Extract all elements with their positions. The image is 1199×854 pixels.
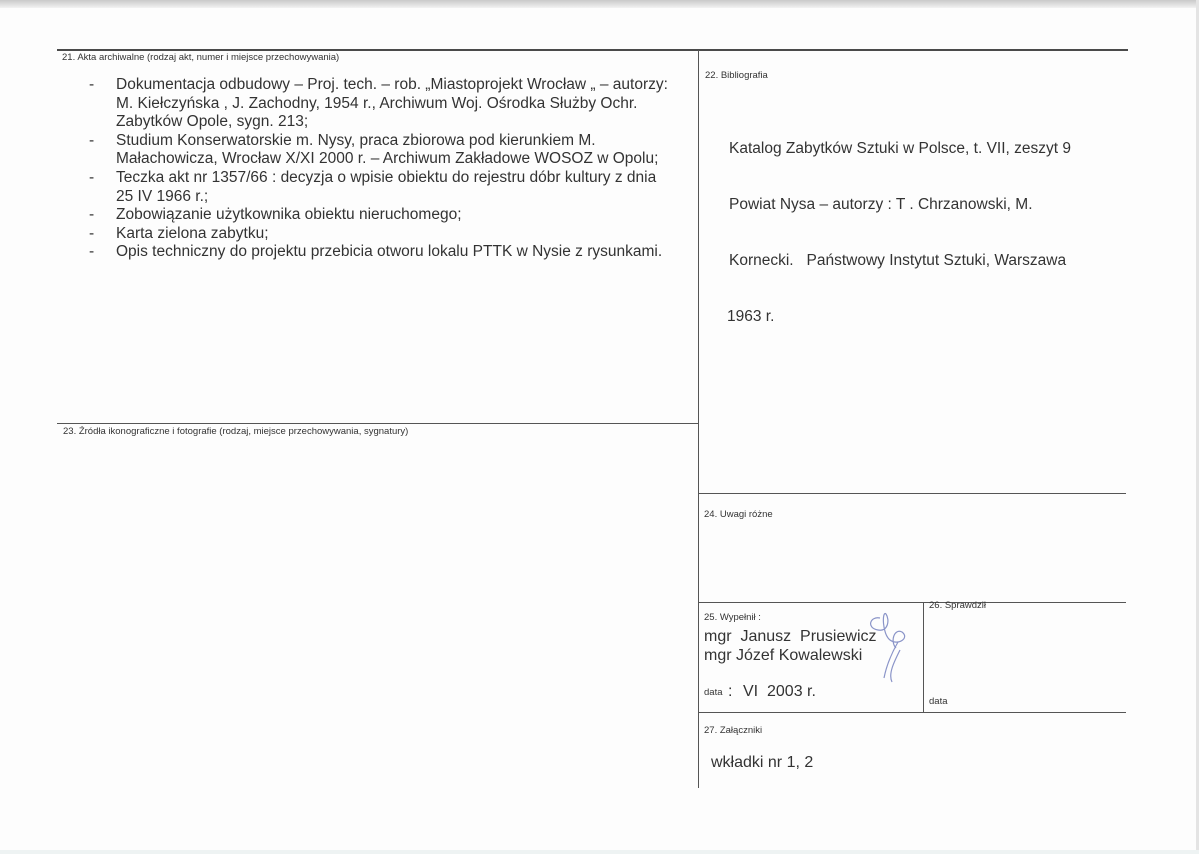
rule-section-23 — [57, 423, 698, 424]
section-26-label: 26. Sprawdził — [929, 600, 987, 611]
section-23-label: 23. Źródła ikonograficzne i fotografie (rodzaj, miejsce przechowywania, sygnatury) — [63, 426, 409, 437]
section-27-label: 27. Załączniki — [704, 725, 763, 736]
list-item — [84, 169, 674, 206]
list-item — [84, 132, 674, 169]
bibliography-line: Katalog Zabytków Sztuki w Polsce, t. VII, zeszyt 9 — [729, 140, 1071, 158]
bullet-dash: - — [89, 76, 95, 93]
list-item — [84, 243, 674, 262]
list-item-text: Studium Konserwatorskie m. Nysy, praca zbiorowa pod kierunkiem M. Małachowicza, Wrocław X/XI 2000 r. – Archiwum Zakładowe WOSOZ w Opolu; — [116, 131, 659, 168]
list-item-text: Karta zielona zabytku; — [116, 224, 269, 242]
filled-by-name-2: mgr Józef Kowalewski — [704, 647, 863, 664]
filled-by-date-separator: : — [728, 683, 733, 700]
list-item-text: Opis techniczny do projektu przebicia otworu lokalu PTTK w Nysie z rysunkami. — [116, 243, 663, 261]
rule-section-25-26 — [698, 602, 1126, 603]
filled-by-name-1: mgr Janusz Prusiewicz — [704, 628, 877, 645]
bullet-dash: - — [89, 168, 95, 186]
scan-bottom-edge — [0, 850, 1199, 854]
section-22-label: 22. Bibliografia — [705, 70, 768, 81]
bullet-dash: - — [89, 243, 95, 261]
rule-top — [57, 49, 1128, 51]
bullet-dash: - — [89, 206, 95, 224]
attachments-value: wkładki nr 1, 2 — [711, 754, 814, 771]
list-item-text: Dokumentacja odbudowy – Proj. tech. – rob. „Miastoprojekt Wrocław „ – autorzy: M. Kiełczyńska , J. Zachodny, 1954 r., Archiwum Woj. Ośrodka Służby Ochr. Zabytków Opole, sygn. 213; — [116, 76, 668, 131]
bibliography-line: Powiat Nysa – autorzy : T . Chrzanowski, M. — [729, 195, 1033, 213]
filled-by-date-value: VI 2003 r. — [743, 683, 816, 700]
section-21-label: 21. Akta archiwalne (rodzaj akt, numer i miejsce przechowywania) — [62, 52, 340, 63]
rule-section-27 — [698, 712, 1126, 713]
checked-by-date-label: data — [929, 696, 948, 707]
bibliography-line: Kornecki. Państwowy Instytut Sztuki, Warszawa — [729, 251, 1067, 269]
scan-top-edge — [0, 0, 1199, 8]
archival-records-list — [84, 76, 674, 262]
list-item — [84, 225, 674, 244]
bullet-dash: - — [89, 224, 95, 242]
rule-center-divider — [698, 50, 699, 788]
section-25-label: 25. Wypełnił : — [704, 612, 761, 623]
rule-section-24 — [698, 493, 1126, 494]
section-24-label: 24. Uwagi różne — [704, 509, 773, 520]
list-item — [84, 206, 674, 225]
bibliography-text — [729, 103, 1119, 363]
rule-25-26-divider — [923, 602, 924, 712]
filled-by-date-label: data — [704, 687, 723, 698]
list-item — [84, 76, 674, 132]
bullet-dash: - — [89, 131, 95, 149]
bibliography-line: 1963 r. — [727, 307, 775, 325]
handwritten-signature-icon — [860, 608, 920, 688]
list-item-text: Teczka akt nr 1357/66 : decyzja o wpisie obiektu do rejestru dóbr kultury z dnia 25 IV 1966 r.; — [116, 168, 657, 205]
list-item-text: Zobowiązanie użytkownika obiektu nieruchomego; — [116, 206, 462, 224]
